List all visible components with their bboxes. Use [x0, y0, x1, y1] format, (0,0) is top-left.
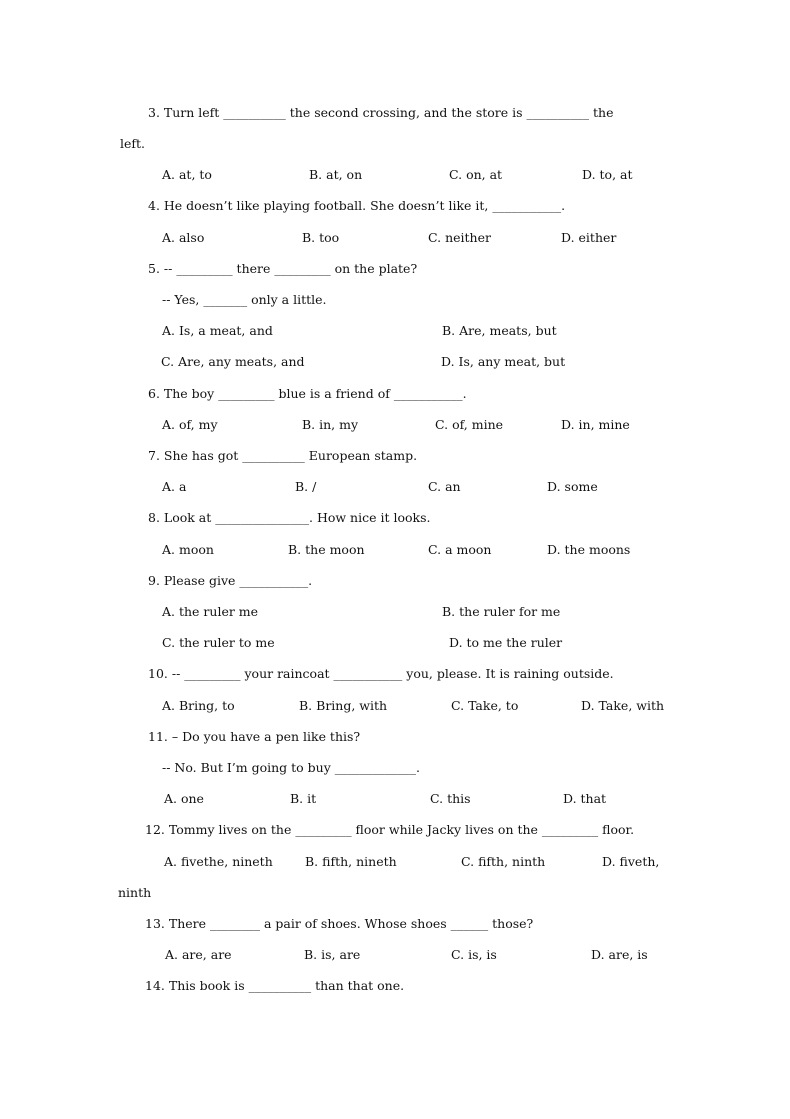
option-c: C. Take, to	[451, 698, 519, 713]
option-d: D. fiveth,	[602, 854, 660, 869]
option-d: D. that	[563, 791, 607, 806]
option-d: D. some	[547, 479, 598, 494]
question-13-options	[165, 947, 685, 963]
option-c: C. a moon	[428, 542, 492, 557]
option-b: B. it	[290, 791, 317, 806]
question-4-stem: 4. He doesn’t like playing football. She doesn’t like it, ___________.	[148, 198, 566, 213]
option-c: C. is, is	[451, 947, 497, 962]
option-a: A. also	[162, 230, 205, 245]
option-b: B. at, on	[309, 167, 363, 182]
option-c: C. an	[428, 479, 461, 494]
option-c: C. of, mine	[435, 417, 504, 432]
option-d: D. to, at	[582, 167, 633, 182]
option-a: A. moon	[162, 542, 214, 557]
option-b: B. in, my	[302, 417, 359, 432]
option-a: A. fivethe, nineth	[164, 854, 273, 869]
option-d: D. Take, with	[581, 698, 665, 713]
question-3-options	[162, 167, 682, 183]
question-10-stem: 10. -- _________ your raincoat ___________ you, please. It is raining outside.	[148, 666, 614, 681]
option-c: C. Are, any meats, and	[161, 354, 305, 369]
option-b: B. fifth, nineth	[305, 854, 397, 869]
option-b: B. /	[295, 479, 317, 494]
question-8-stem: 8. Look at _______________. How nice it looks.	[148, 510, 431, 525]
option-b: B. is, are	[304, 947, 361, 962]
option-d: D. to me the ruler	[449, 635, 563, 650]
question-5-reply: -- Yes, _______ only a little.	[162, 292, 327, 307]
option-a: A. the ruler me	[162, 604, 259, 619]
option-c: C. on, at	[449, 167, 503, 182]
option-d: D. are, is	[591, 947, 648, 962]
option-a: A. at, to	[162, 167, 212, 182]
question-6-options	[162, 417, 682, 433]
question-11-stem: 11. – Do you have a pen like this?	[148, 729, 361, 744]
option-d: D. either	[561, 230, 617, 245]
question-12-options	[164, 854, 684, 870]
question-12-options-continued: ninth	[118, 885, 152, 900]
question-12-stem: 12. Tommy lives on the _________ floor while Jacky lives on the _________ floor.	[145, 822, 635, 837]
question-5-options-row-2	[161, 354, 681, 370]
question-11-options	[164, 791, 684, 807]
question-3-stem-continued: left.	[120, 136, 146, 151]
question-9-options-row-1	[162, 604, 682, 620]
question-7-stem: 7. She has got __________ European stamp.	[148, 448, 418, 463]
question-13-stem: 13. There ________ a pair of shoes. Whose shoes ______ those?	[145, 916, 534, 931]
option-d: D. Is, any meat, but	[441, 354, 566, 369]
option-a: A. of, my	[162, 417, 218, 432]
question-8-options	[162, 542, 682, 558]
question-9-stem: 9. Please give ___________.	[148, 573, 313, 588]
option-b: B. the moon	[288, 542, 365, 557]
question-7-options	[162, 479, 682, 495]
option-c: C. fifth, ninth	[461, 854, 546, 869]
question-3-stem: 3. Turn left __________ the second crossing, and the store is __________ the	[148, 105, 614, 120]
option-a: A. one	[164, 791, 204, 806]
question-10-options	[162, 698, 682, 714]
question-6-stem: 6. The boy _________ blue is a friend of ___________.	[148, 386, 467, 401]
question-5-options-row-1	[162, 323, 682, 339]
option-a: A. Bring, to	[162, 698, 235, 713]
question-5-stem: 5. -- _________ there _________ on the plate?	[148, 261, 418, 276]
question-9-options-row-2	[162, 635, 682, 651]
option-b: B. Bring, with	[299, 698, 388, 713]
question-4-options	[162, 230, 682, 246]
option-a: A. Is, a meat, and	[162, 323, 273, 338]
option-d: D. in, mine	[561, 417, 630, 432]
option-b: B. too	[302, 230, 340, 245]
option-b: B. the ruler for me	[442, 604, 561, 619]
option-a: A. are, are	[165, 947, 232, 962]
option-c: C. the ruler to me	[162, 635, 275, 650]
question-14-stem: 14. This book is __________ than that one.	[145, 978, 405, 993]
option-b: B. Are, meats, but	[442, 323, 557, 338]
question-11-reply: -- No. But I’m going to buy _____________.	[162, 760, 420, 775]
option-d: D. the moons	[547, 542, 631, 557]
option-c: C. this	[430, 791, 471, 806]
option-a: A. a	[162, 479, 187, 494]
option-c: C. neither	[428, 230, 491, 245]
